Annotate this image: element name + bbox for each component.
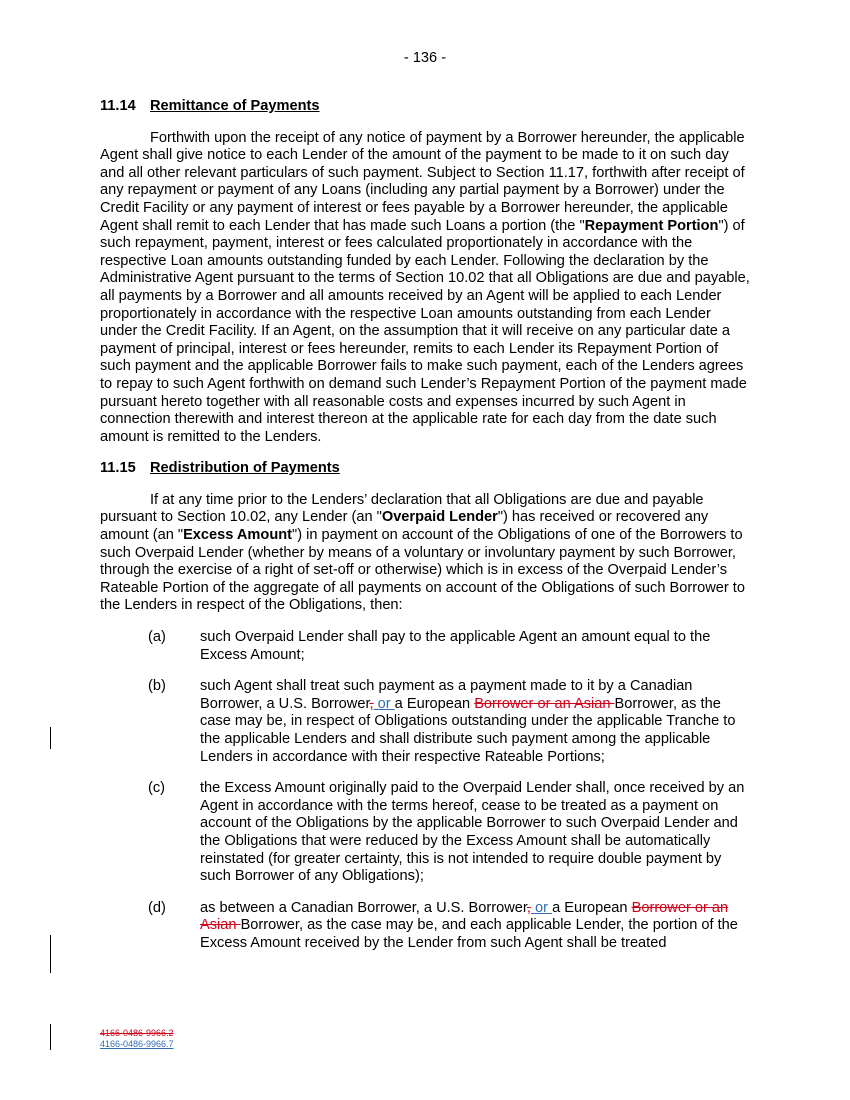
list-item-b: (b) such Agent shall treat such payment as a payment made to it by a Canadian Borrower, a U.S. Borrower, or a European Borrower or an Asian Borrower, as the case may be, in respect of Obligations outstanding under the applicable Tranche to the applicable Lenders and shall distribute such payment among the applicable Lenders in accordance with their respective Rateable Portions;	[148, 678, 736, 765]
page-number: - 136 -	[403, 50, 447, 66]
defined-term: Overpaid Lender	[381, 509, 498, 526]
item-label: (d)	[148, 899, 166, 916]
list-item-a	[100, 629, 752, 664]
inserted-text: or	[373, 695, 395, 712]
section-11-15-paragraph: If at any time prior to the Lenders’ declaration that all Obligations are due and payable pursuant to Section 10.02, any Lender (an "Overpaid Lender") has received or recovered any amount (an "Excess Amount") in payment on account of the Obligations of one of the Borrowers to such Overpaid Lender (whether by means of a voluntary or involuntary payment by such Borrower, through the exercise of a right of set-off or otherwise) which is in excess of the Overpaid Lender’s Rateable Portion of the aggregate of all payments on account of the Obligations of such Borrower to the Lenders in respect of the Obligations, then:	[100, 491, 745, 614]
section-11-15-heading	[100, 460, 752, 478]
new-document-id: 4166-0486-9966.7	[100, 1039, 174, 1049]
defined-term: Repayment Portion	[584, 217, 719, 234]
item-text: such Overpaid Lender shall pay to the applicable Agent an amount equal to the Excess Amount;	[200, 629, 711, 663]
change-bar-item-b	[50, 727, 51, 749]
deleted-text: Borrower or an Asian	[474, 695, 615, 712]
item-label: (a)	[148, 629, 166, 646]
document-id-footer	[100, 1028, 174, 1050]
item-label: (b)	[148, 678, 166, 695]
section-number: 11.15	[100, 460, 136, 477]
section-title: Remittance of Payments	[150, 98, 320, 114]
deleted-text: ,	[526, 899, 531, 916]
change-bar-footer	[50, 1024, 51, 1050]
section-11-14-paragraph: Forthwith upon the receipt of any notice of payment by a Borrower hereunder, the applicable Agent shall give notice to each Lender of the amount of the payment to be made to it on such day and all other relevant particulars of such payment. Subject to Section 11.17, forthwith after receipt of any repayment or payment of any Loans (including any partial payment by a Borrower) under the Credit Facility or any payment of interest or fees payable by a Borrower hereunder, the applicable Agent shall remit to each Lender that has made such Loans a portion (the "Repayment Portion") of such repayment, payment, interest or fees calculated proportionately in accordance with the respective Loan amounts outstanding funded by each Lender. Following the declaration by the Administrative Agent pursuant to the terms of Section 10.02 that all Obligations are due and payable, all payments by a Borrower and all amounts received by an Agent will be applied to each Lender proportionately in accordance with the respective Loan amounts outstanding from each Lender under the Credit Facility. If an Agent, on the assumption that it will receive on any particular date a payment of principal, interest or fees hereunder, remits to each Lender its Repayment Portion of such payment and the applicable Borrower fails to make such payment, each of the Lenders agrees to repay to such Agent forthwith on demand such Lender’s Repayment Portion of the payment made pursuant hereto together with all reasonable costs and expenses incurred by such Agent in connection therewith and interest thereon at the applicable rate for each day from the date such amount is remitted to the Lenders.	[100, 129, 750, 445]
change-bar-item-d	[50, 935, 51, 973]
deleted-text: ,	[369, 695, 374, 712]
list-item-d: (d) as between a Canadian Borrower, a U.S. Borrower, or a European Borrower or an Asian Borrower, as the case may be, and each applicable Lender, the portion of the Excess Amount received by the Lender from such Agent shall be treated	[148, 899, 738, 951]
section-number: 11.14	[100, 98, 136, 114]
document-body	[100, 98, 752, 967]
list-item-c	[100, 780, 752, 886]
old-document-id: 4166-0486-9966.2	[100, 1028, 174, 1038]
item-text: the Excess Amount originally paid to the Overpaid Lender shall, once received by an Agent in accordance with the terms hereof, cease to be treated as a payment on account of the Obligations by the applicable Borrower to such Overpaid Lender and the Obligations that were reduced by the Excess Amount shall be automatically reinstated (for greater certainty, this is not intended to require double payment by such Borrower of any Obligations);	[200, 780, 745, 885]
deleted-text: Borrower or an Asian	[200, 899, 729, 934]
section-11-14-heading	[100, 98, 752, 116]
inserted-text: or	[530, 899, 553, 916]
item-label: (c)	[148, 780, 166, 797]
defined-term: Excess Amount	[183, 527, 293, 544]
section-title: Redistribution of Payments	[150, 460, 340, 477]
